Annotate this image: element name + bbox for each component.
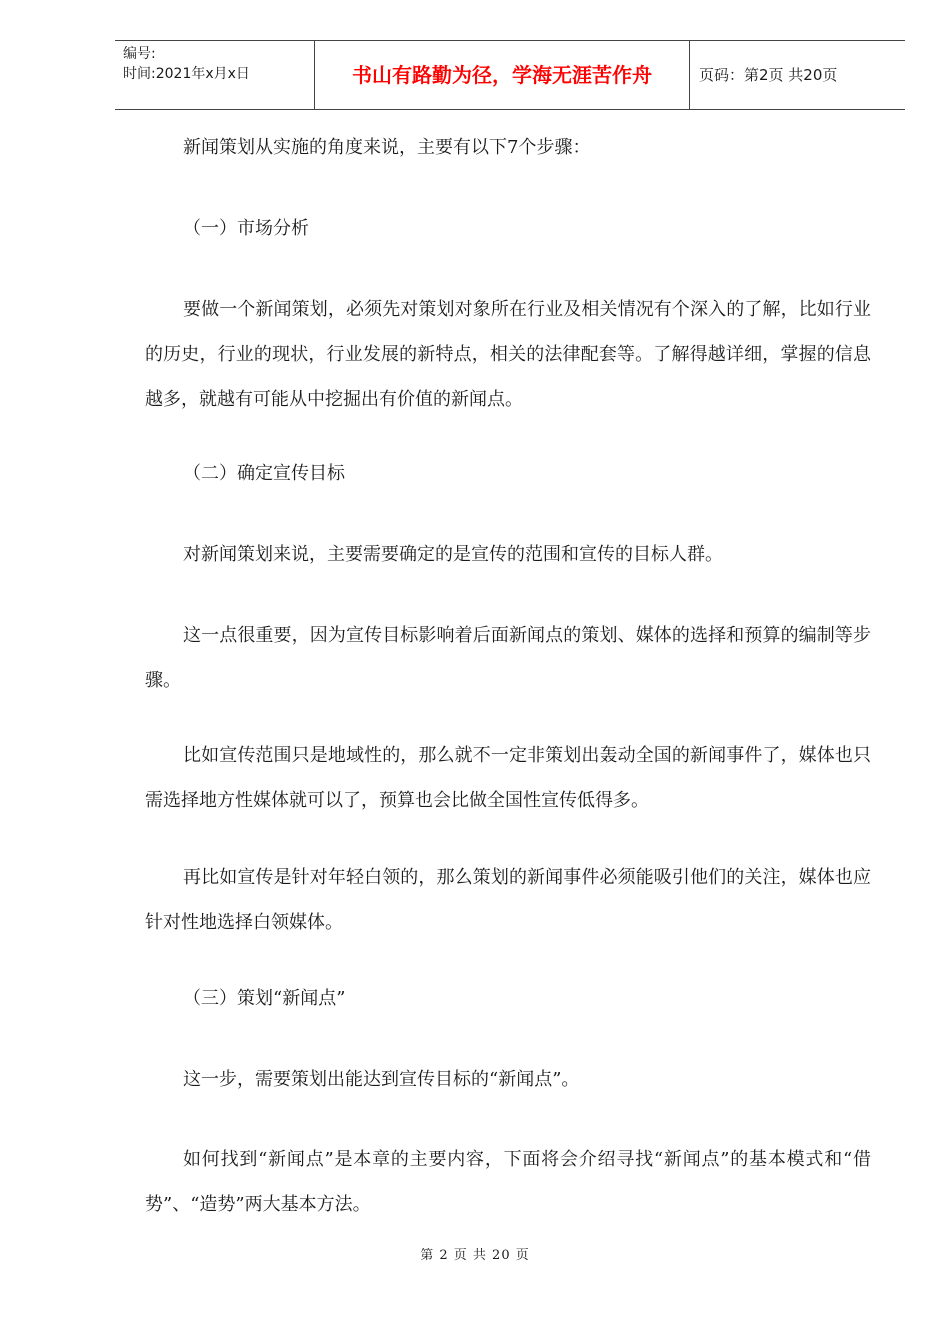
paragraph-intro: 新闻策划从实施的角度来说，主要有以下7个步骤： (183, 137, 591, 158)
paragraph-white-collar-example: 再比如宣传是针对年轻白领的，那么策划的新闻事件必须能吸引他们的关注，媒体也应针对性地选择白领媒体。 (145, 867, 871, 933)
section-heading-3: （三）策划“新闻点” (183, 988, 346, 1009)
paragraph-methods: 如何找到“新闻点”是本章的主要内容，下面将会介绍寻找“新闻点”的基本模式和“借势”、“造势”两大基本方法。 (145, 1149, 871, 1215)
document-number-label: 编号: (123, 46, 156, 62)
paragraph-market-analysis: 要做一个新闻策划，必须先对策划对象所在行业及相关情况有个深入的了解，比如行业的历史，行业的现状，行业发展的新特点，相关的法律配套等。了解得越详细，掌握的信息越多，就越有可能从中挖掘出有价值的新闻点。 (145, 299, 871, 410)
header-meta (115, 41, 315, 109)
document-date: 时间:2021年x月x日 (123, 66, 250, 82)
section-heading-1: （一）市场分析 (183, 218, 309, 239)
paragraph-news-point: 这一步，需要策划出能达到宣传目标的“新闻点”。 (183, 1069, 580, 1090)
page-footer: 第 2 页 共 20 页 (420, 1248, 530, 1263)
header-page-info: 页码：第2页 共20页 (699, 66, 838, 84)
paragraph-regional-example: 比如宣传范围只是地域性的，那么就不一定非策划出轰动全国的新闻事件了，媒体也只需选择地方性媒体就可以了，预算也会比做全国性宣传低得多。 (145, 745, 871, 811)
paragraph-target-scope: 对新闻策划来说，主要需要确定的是宣传的范围和宣传的目标人群。 (183, 544, 723, 565)
section-heading-2: （二）确定宣传目标 (183, 463, 345, 484)
page-header (115, 40, 905, 110)
header-motto: 书山有路勤为径，学海无涯苦作舟 (315, 41, 690, 109)
paragraph-target-importance: 这一点很重要，因为宣传目标影响着后面新闻点的策划、媒体的选择和预算的编制等步骤。 (145, 625, 871, 691)
